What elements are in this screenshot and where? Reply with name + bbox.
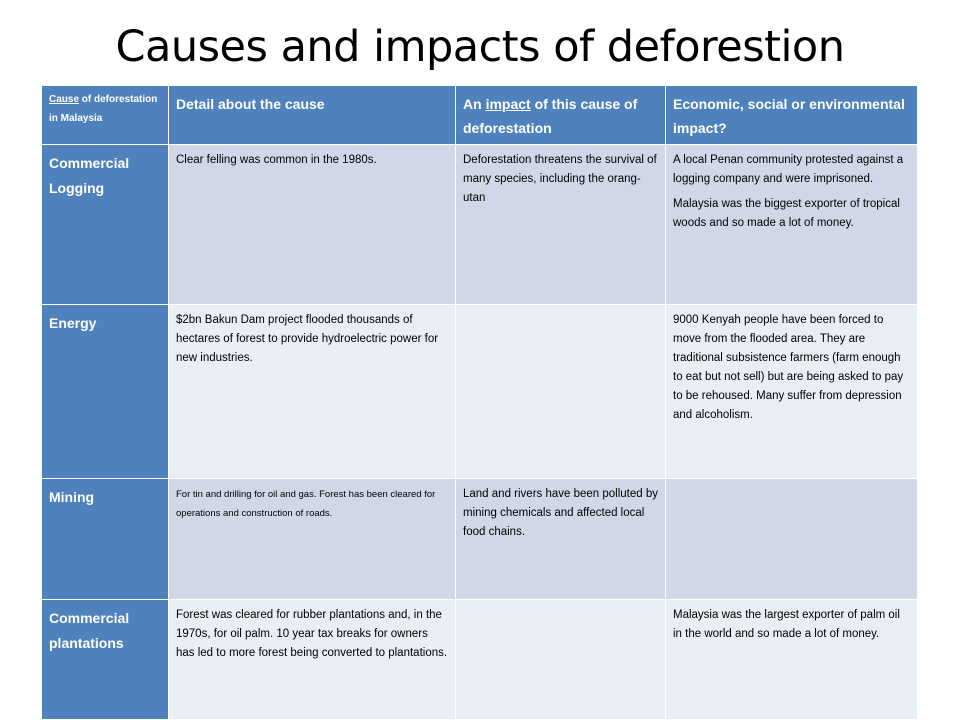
header-impact-post: of this cause of deforestation [463,96,638,136]
row-impact: Deforestation threatens the survival of many species, including the orang-utan [456,145,666,305]
row-detail: Clear felling was common in the 1980s. [169,145,456,305]
row-impact [456,600,666,720]
header-cause [42,86,169,145]
row-cause: Energy [42,305,169,479]
row-econ-para: Malaysia was the biggest exporter of tropical woods and so made a lot of money. [673,198,900,229]
table-row [42,479,918,600]
row-econ-para: A local Penan community protested against a logging company and were imprisoned. [673,154,904,185]
header-cause-rest: of deforestation in Malaysia [49,94,158,124]
table-row [42,145,918,305]
header-impact-pre: An [463,96,486,112]
row-detail: $2bn Bakun Dam project flooded thousands of hectares of forest to provide hydroelectric power for new industries. [169,305,456,479]
row-econ [666,145,918,305]
table-header-row [42,86,918,145]
table-row [42,305,918,479]
row-cause: Commercial Logging [42,145,169,305]
row-econ: Malaysia was the largest exporter of palm oil in the world and so made a lot of money. [666,600,918,720]
header-detail: Detail about the cause [169,86,456,145]
deforestation-table [41,85,918,720]
row-econ [666,479,918,600]
row-econ: 9000 Kenyah people have been forced to move from the flooded area. They are traditional subsistence farmers (farm enough to eat but not sell) but are being asked to pay to be rehoused. Many suffer from depression and alcoholism. [666,305,918,479]
row-impact [456,305,666,479]
header-cause-word: Cause [49,94,80,105]
header-econ: Economic, social or environmental impact? [666,86,918,145]
header-impact-word: impact [485,96,531,112]
slide-title: Causes and impacts of deforestion [115,22,845,72]
table-row [42,600,918,720]
row-cause: Commercial plantations [42,600,169,720]
row-detail: Forest was cleared for rubber plantations and, in the 1970s, for oil palm. 10 year tax breaks for owners has led to more forest being converted to plantations. [169,600,456,720]
row-cause: Mining [42,479,169,600]
row-impact: Land and rivers have been polluted by mining chemicals and affected local food chains. [456,479,666,600]
header-impact [456,86,666,145]
row-detail: For tin and drilling for oil and gas. Forest has been cleared for operations and construction of roads. [169,479,456,600]
